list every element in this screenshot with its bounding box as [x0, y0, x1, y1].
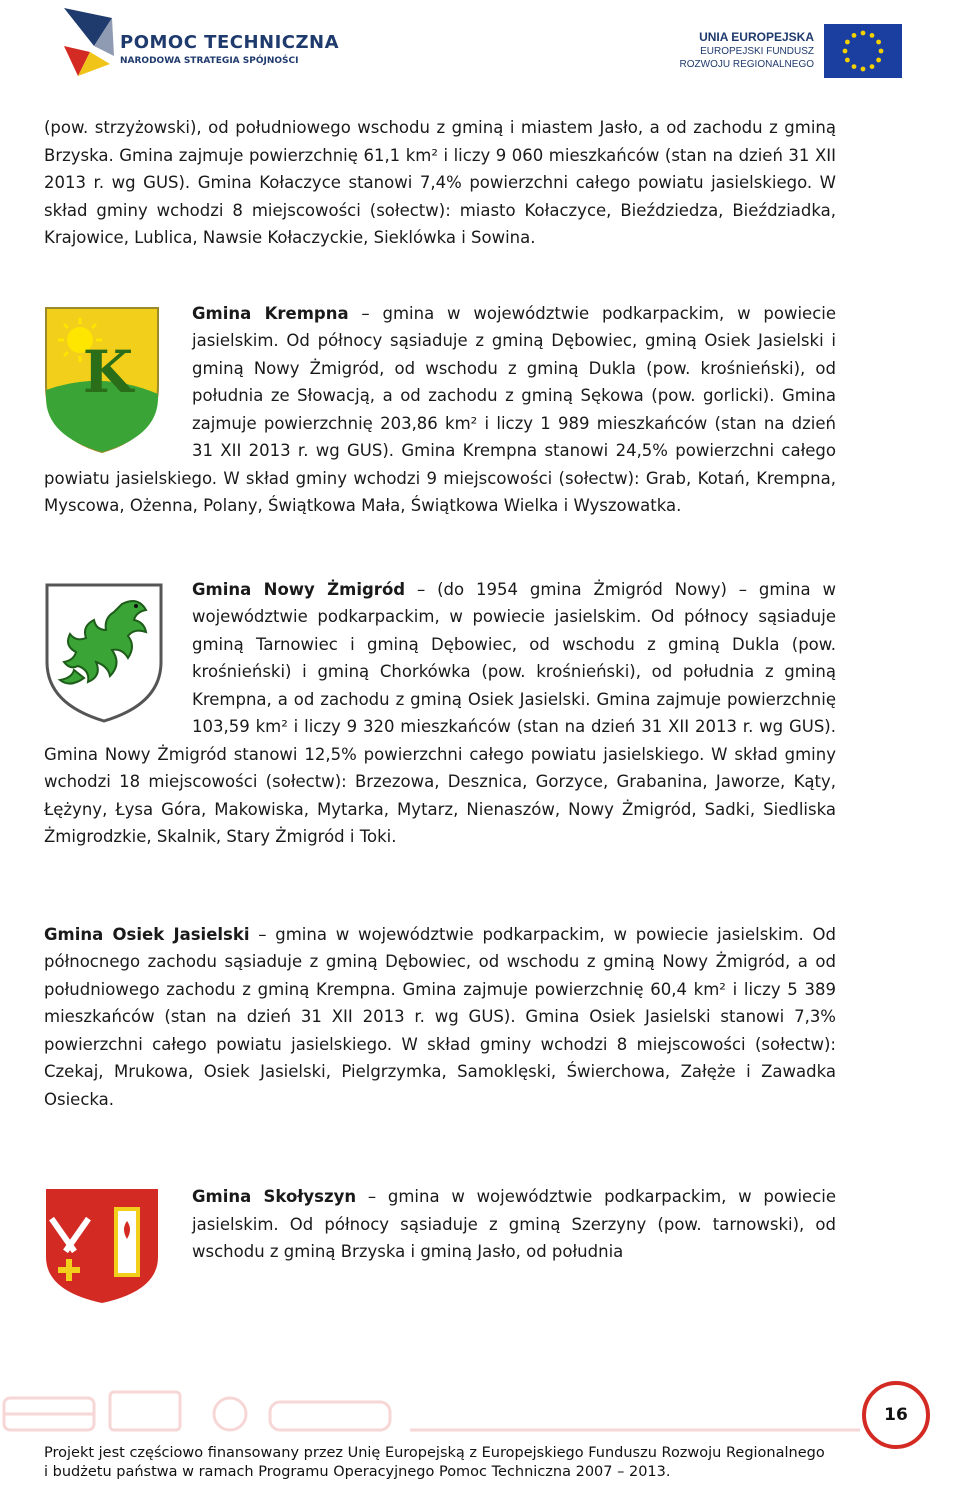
- osiek-paragraph: [44, 921, 836, 1114]
- document-body: [44, 114, 836, 1309]
- nowy-zmigrod-text: – (do 1954 gmina Żmigród Nowy) – gmina w województwie podkarpackim, w powiecie jasielskim. Od północy sąsiaduje gminą Tarnowiec i gminą Dębowiec, od wschodu z gminą Dukla (pow. krośnieński) i gminą Chorkówka (pow. krośnieński), od południa z gminą Krempna, a od zachodu z gminą Osiek Jasielski. Gmina zajmuje powierzchnię 103,59 km² i liczy 9 320 mieszkańców (stan na dzień 31 XII 2013 r. wg GUS). Gmina Nowy Żmigród stanowi 12,5% powierzchni całego powiatu jasielskiego. W skład gminy wchodzi 18 miejscowości (sołectw): Brzezowa, Desznica, Gorzyce, Grabanina, Jaworze, Kąty, Łężyny, Łysa Góra, Makowiska, Mytarka, Mytarz, Nienaszów, Nowy Żmigród, Sadki, Siedliska Żmigrodzkie, Skalnik, Stary Żmigród i Toki.: [44, 579, 836, 846]
- osiek-text: – gmina w województwie podkarpackim, w powiecie jasielskim. Od północnego zachodu sąsiaduje z gminą Dębowiec, od wschodu z gminą Nowy Żmigród, a od południowego zachodu z gminą Krempna. Gmina zajmuje powierzchnię 60,4 km² i liczy 5 389 mieszkańców (stan na dzień 31 XII 2013 r. wg GUS). Gmina Osiek Jasielski stanowi 7,3% powierzchni całego powiatu jasielskiego. W skład gminy wchodzi 8 miejscowości (sołectw): Czekaj, Mrukowa, Osiek Jasielski, Pielgrzymka, Samoklęski, Świerchowa, Załęże i Zawadka Osiecka.: [44, 924, 836, 1109]
- eu-logo: [630, 14, 910, 78]
- intro-paragraph: (pow. strzyżowski), od południowego wschodu z gminą i miastem Jasło, a od zachodu z gminą Brzyska. Gmina zajmuje powierzchnię 61,1 km² i liczy 9 060 mieszkańców (stan na dzień 31 XII 2013 r. wg GUS). Gmina Kołaczyce stanowi 7,4% powierzchni całego powiatu jasielskiego. W skład gminy wchodzi 8 miejscowości (sołectw): miasto Kołaczyce, Bieździedza, Bieździadka, Krajowice, Lublica, Nawsie Kołaczyckie, Sieklówka i Sowina.: [44, 118, 836, 247]
- footer-line2: i budżetu państwa w ramach Programu Operacyjnego Pomoc Techniczna 2007 – 2013.: [44, 1464, 671, 1480]
- page-footer: [44, 1444, 864, 1482]
- pomoc-techniczna-logo: [60, 6, 360, 78]
- eu-flag-icon: [824, 24, 902, 78]
- logo-subtitle: NARODOWA STRATEGIA SPÓJNOŚCI: [120, 56, 299, 66]
- eu-logo-line2: EUROPEJSKI FUNDUSZ: [700, 46, 814, 57]
- krempna-crest-icon: [44, 306, 160, 454]
- skolyszyn-name: Gmina Skołyszyn: [192, 1187, 357, 1206]
- osiek-name: Gmina Osiek Jasielski: [44, 924, 250, 944]
- krempna-name: Gmina Krempna: [192, 303, 349, 323]
- page-number: 16: [862, 1381, 930, 1449]
- footer-line1: Projekt jest częściowo finansowany przez Unię Europejską z Europejskiego Funduszu Rozwoju Regionalnego: [44, 1445, 825, 1461]
- krempna-text: – gmina w województwie podkarpackim, w powiecie jasielskim. Od północy sąsiaduje z gminą Dębowiec, gminą Osiek Jasielski i gminą Nowy Żmigród, od wschodu z gminą Dukla (pow. krośnieński), od południa ze Słowacją, a od zachodu z gminą Sękowa (pow. gorlicki). Gmina zajmuje powierzchnię 203,86 km² i liczy 1 989 mieszkańców (stan na dzień 31 XII 2013 r. wg GUS). Gmina Krempna stanowi 24,5% powierzchni całego powiatu jasielskiego. W skład gminy wchodzi 9 miejscowości (sołectw): Grab, Kotań, Krempna, Myscowa, Ożenna, Polany, Świątkowa Mała, Świątkowa Wielka i Wyszowatka.: [44, 303, 837, 515]
- nowy-zmigrod-paragraph: [44, 576, 836, 851]
- nowy-zmigrod-name: Gmina Nowy Żmigród: [192, 579, 406, 599]
- footer-decoration-icon: [0, 1380, 870, 1436]
- eu-logo-line3: ROZWOJU REGIONALNEGO: [679, 59, 814, 70]
- nowy-zmigrod-crest-icon: [44, 582, 164, 724]
- skolyszyn-paragraph: [44, 1183, 836, 1266]
- page-header: [0, 0, 960, 90]
- skolyszyn-text: – gmina w województwie podkarpackim, w powiecie jasielskim. Od północy sąsiaduje z gminą Szerzyny (pow. tarnowski), od wschodu z gminą Brzyska i gminą Jasło, od południa: [192, 1187, 837, 1261]
- pomoc-techniczna-logo-icon: [60, 6, 116, 78]
- krempna-paragraph: [44, 300, 836, 520]
- eu-logo-line1: UNIA EUROPEJSKA: [699, 30, 814, 44]
- crest-letter: K: [82, 337, 134, 406]
- skolyszyn-crest-icon: [44, 1187, 160, 1305]
- logo-title: POMOC TECHNICZNA: [120, 32, 340, 53]
